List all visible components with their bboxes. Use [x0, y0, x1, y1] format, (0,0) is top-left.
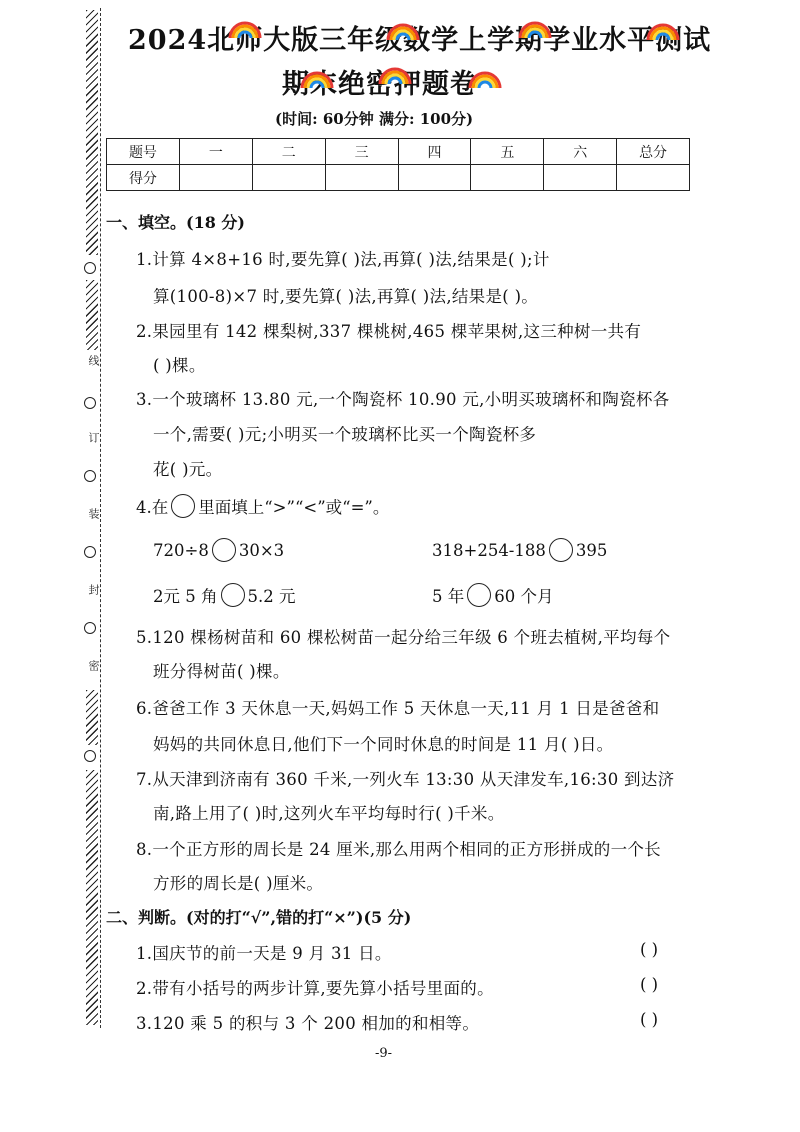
- judge-item: 2.带有小括号的两步计算,要先算小括号里面的。: [136, 979, 494, 998]
- score-cell[interactable]: [617, 165, 690, 191]
- score-header-cell: 五: [471, 139, 544, 165]
- rainbow-decoration: [646, 22, 680, 42]
- binding-ring: [84, 750, 96, 762]
- question-line: 7.从天津到济南有 360 千米,一列火车 13:30 从天津发车,16:30 到达济: [136, 770, 675, 789]
- judge-answer-blank[interactable]: ( ): [640, 975, 659, 994]
- binding-ring: [84, 546, 96, 558]
- binding-label-secret: 密: [87, 660, 100, 671]
- question-line: 妈妈的共同休息日,他们下一个同时休息的时间是 11 月( )日。: [153, 735, 614, 754]
- question-line: 算(100-8)×7 时,要先算( )法,再算( )法,结果是( )。: [153, 287, 539, 306]
- question-line: 6.爸爸工作 3 天休息一天,妈妈工作 5 天休息一天,11 月 1 日是爸爸和: [136, 699, 660, 718]
- binding-ring: [84, 397, 96, 409]
- question-line: 一个,需要( )元;小明买一个玻璃杯比买一个陶瓷杯多: [153, 425, 537, 444]
- score-cell[interactable]: [398, 165, 471, 191]
- binding-hatch: [86, 10, 98, 255]
- compare-right: 5.2 元: [247, 587, 296, 606]
- compare-item: [153, 583, 296, 607]
- question-line: 5.120 棵杨树苗和 60 棵松树苗一起分给三年级 6 个班去植树,平均每个: [136, 628, 671, 647]
- score-header-cell: 三: [325, 139, 398, 165]
- section1-title: 一、填空。(18 分): [106, 213, 245, 232]
- compare-item: [153, 538, 284, 562]
- question-line: 1.计算 4×8+16 时,要先算( )法,再算( )法,结果是( );计: [136, 250, 550, 269]
- question-4-prefix: 4.在: [136, 498, 169, 517]
- binding-ring: [84, 470, 96, 482]
- compare-answer-circle[interactable]: [221, 583, 245, 607]
- score-table-header-row: [107, 139, 690, 165]
- compare-right: 395: [575, 540, 608, 560]
- exam-subtitle-title: 期末绝密押题卷: [282, 69, 478, 100]
- rainbow-decoration: [468, 70, 502, 90]
- binding-hatch: [86, 280, 98, 350]
- exam-time-score: (时间: 60分钟 满分: 100分): [275, 110, 474, 128]
- compare-item: [432, 538, 607, 562]
- score-header-cell: 四: [398, 139, 471, 165]
- question-line: 班分得树苗( )棵。: [153, 662, 290, 681]
- question-4-stem: [136, 494, 389, 518]
- score-header-cell: 二: [252, 139, 325, 165]
- question-line: 2.果园里有 142 棵梨树,337 棵桃树,465 棵苹果树,这三种树一共有: [136, 322, 642, 341]
- compare-left: 2元 5 角: [153, 587, 218, 606]
- judge-item: 3.120 乘 5 的积与 3 个 200 相加的和相等。: [136, 1014, 480, 1033]
- binding-label-line: 线: [87, 355, 100, 366]
- binding-hatch: [86, 690, 98, 745]
- page-number: -9-: [375, 1046, 393, 1061]
- binding-label-seal: 封: [87, 584, 100, 595]
- compare-left: 318+254-188: [432, 540, 546, 560]
- binding-ring: [84, 622, 96, 634]
- exam-title: 2024北师大版三年级数学上学期学业水平测试: [128, 25, 712, 56]
- judge-item: 1.国庆节的前一天是 9 月 31 日。: [136, 944, 392, 963]
- question-line: 8.一个正方形的周长是 24 厘米,那么用两个相同的正方形拼成的一个长: [136, 840, 661, 859]
- score-cell[interactable]: [325, 165, 398, 191]
- score-cell[interactable]: [471, 165, 544, 191]
- compare-circle-icon: [171, 494, 195, 518]
- binding-ring: [84, 262, 96, 274]
- compare-answer-circle[interactable]: [212, 538, 236, 562]
- binding-hatch: [86, 770, 98, 1025]
- score-cell[interactable]: [252, 165, 325, 191]
- score-header-cell: 一: [179, 139, 252, 165]
- binding-label-order: 订: [87, 432, 100, 443]
- question-line: 方形的周长是( )厘米。: [153, 874, 324, 893]
- score-cell[interactable]: [179, 165, 252, 191]
- score-table: [106, 138, 690, 191]
- rainbow-decoration: [228, 20, 262, 40]
- compare-left: 720÷8: [153, 540, 209, 560]
- rainbow-decoration: [518, 20, 552, 40]
- question-line: 花( )元。: [153, 460, 223, 479]
- compare-item: [432, 583, 554, 607]
- rainbow-decoration: [378, 66, 412, 86]
- score-header-cell: 题号: [107, 139, 180, 165]
- judge-answer-blank[interactable]: ( ): [640, 1010, 659, 1029]
- rainbow-decoration: [300, 70, 334, 90]
- score-header-cell: 总分: [617, 139, 690, 165]
- rainbow-decoration: [386, 22, 420, 42]
- compare-right: 60 个月: [494, 587, 554, 606]
- score-header-cell: 六: [544, 139, 617, 165]
- binding-label-bind: 装: [87, 508, 100, 519]
- section2-title: 二、判断。(对的打“√”,错的打“×”)(5 分): [106, 908, 412, 927]
- compare-answer-circle[interactable]: [467, 583, 491, 607]
- compare-left: 5 年: [432, 587, 465, 606]
- score-row-label: 得分: [107, 165, 180, 191]
- question-line: 3.一个玻璃杯 13.80 元,一个陶瓷杯 10.90 元,小明买玻璃杯和陶瓷杯各: [136, 390, 670, 409]
- compare-right: 30×3: [238, 540, 285, 560]
- question-4-suffix: 里面填上“>”“<”或“=”。: [198, 498, 390, 517]
- score-cell[interactable]: [544, 165, 617, 191]
- question-line: 南,路上用了( )时,这列火车平均每时行( )千米。: [153, 804, 505, 823]
- score-table-score-row: [107, 165, 690, 191]
- compare-answer-circle[interactable]: [549, 538, 573, 562]
- judge-answer-blank[interactable]: ( ): [640, 940, 659, 959]
- question-line: ( )棵。: [153, 356, 206, 375]
